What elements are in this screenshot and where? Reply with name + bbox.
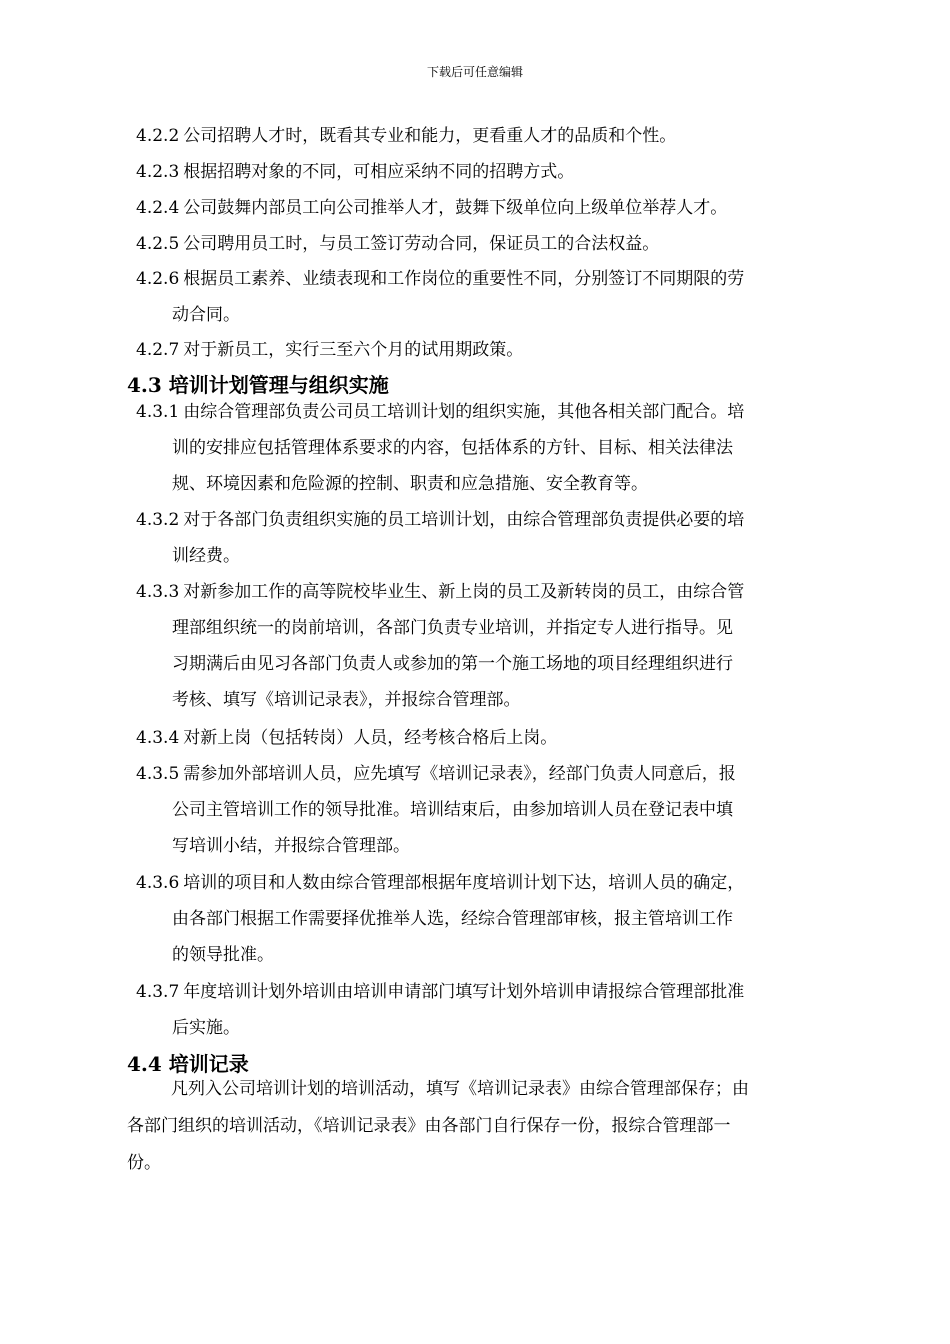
clause-text: 公司鼓舞内部员工向公司推举人才，鼓舞下级单位向上级单位举荐人才。 bbox=[183, 198, 728, 218]
clause-text-continued: 写培训小结，并报综合管理部。 bbox=[172, 836, 410, 856]
section-number: 4.3 bbox=[127, 373, 162, 397]
clause-text: 培训的项目和人数由综合管理部根据年度培训计划下达，培训人员的确定， bbox=[183, 873, 745, 893]
clause-4-3-6 bbox=[136, 865, 826, 973]
clause-text: 对新上岗（包括转岗）人员，经考核合格后上岗。 bbox=[183, 728, 558, 748]
clause-text-continued: 理部组织统一的岗前培训，各部门负责专业培训，并指定专人进行指导。见 bbox=[172, 618, 733, 638]
clause-text: 根据员工素养、业绩表现和工作岗位的重要性不同，分别签订不同期限的劳 bbox=[183, 269, 745, 289]
paragraph-line: 份。 bbox=[127, 1153, 161, 1173]
clause-text: 公司聘用员工时，与员工签订劳动合同，保证员工的合法权益。 bbox=[183, 234, 660, 254]
clause-text-continued: 训经费。 bbox=[172, 546, 240, 566]
clause-number: 4.2.6 bbox=[136, 269, 180, 289]
clause-text: 年度培训计划外培训由培训申请部门填写计划外培训申请报综合管理部批准 bbox=[183, 982, 745, 1002]
clause-text-continued: 的领导批准。 bbox=[172, 945, 274, 965]
clause-4-2-5 bbox=[136, 226, 826, 262]
clause-text: 公司招聘人才时，既看其专业和能力，更看重人才的品质和个性。 bbox=[183, 126, 677, 146]
clause-text: 需参加外部培训人员，应先填写《培训记录表》，经部门负责人同意后，报 bbox=[183, 764, 736, 784]
clause-text-continued: 由各部门根据工作需要择优推举人选，经综合管理部审核，报主管培训工作 bbox=[172, 909, 733, 929]
clause-4-2-4 bbox=[136, 190, 826, 226]
clause-number: 4.3.4 bbox=[136, 728, 180, 748]
paragraph-line: 各部门组织的培训活动，《培训记录表》由各部门自行保存一份，报综合管理部一 bbox=[127, 1116, 731, 1136]
clause-4-2-6 bbox=[136, 261, 826, 333]
section-title: 培训记录 bbox=[168, 1052, 249, 1076]
clause-number: 4.3.2 bbox=[136, 510, 180, 530]
clause-text-continued: 公司主管培训工作的领导批准。培训结束后，由参加培训人员在登记表中填 bbox=[172, 800, 733, 820]
clause-text-continued: 动合同。 bbox=[172, 305, 240, 325]
clause-4-3-4 bbox=[136, 720, 826, 756]
clause-4-3-7 bbox=[136, 974, 826, 1046]
clause-number: 4.3.6 bbox=[136, 873, 180, 893]
clause-text: 对于新员工，实行三至六个月的试用期政策。 bbox=[183, 340, 524, 360]
clause-4-2-3 bbox=[136, 154, 826, 190]
section-title: 培训计划管理与组织实施 bbox=[168, 373, 389, 397]
clause-text: 对新参加工作的高等院校毕业生、新上岗的员工及新转岗的员工，由综合管 bbox=[183, 582, 745, 602]
clause-4-3-5 bbox=[136, 756, 826, 864]
clause-text-continued: 训的安排应包括管理体系要求的内容，包括体系的方针、目标、相关法律法 bbox=[172, 438, 733, 458]
clause-number: 4.2.5 bbox=[136, 234, 180, 254]
page-header: 下载后可任意编辑 bbox=[426, 65, 523, 79]
clause-text: 由综合管理部负责公司员工培训计划的组织实施，其他各相关部门配合。培 bbox=[183, 402, 745, 422]
clause-4-2-7 bbox=[136, 332, 826, 368]
clause-number: 4.3.1 bbox=[136, 402, 180, 422]
paragraph-line: 凡列入公司培训计划的培训活动，填写《培训记录表》由综合管理部保存；由 bbox=[171, 1079, 749, 1099]
clause-4-3-3 bbox=[136, 574, 826, 718]
clause-text-continued: 规、环境因素和危险源的控制、职责和应急措施、安全教育等。 bbox=[172, 474, 648, 494]
clause-text-continued: 考核、填写《培训记录表》，并报综合管理部。 bbox=[172, 690, 521, 710]
clause-number: 4.2.3 bbox=[136, 162, 180, 182]
clause-4-2-2 bbox=[136, 118, 826, 154]
clause-text: 对于各部门负责组织实施的员工培训计划，由综合管理部负责提供必要的培 bbox=[183, 510, 745, 530]
section-number: 4.4 bbox=[127, 1052, 162, 1076]
clause-number: 4.3.5 bbox=[136, 764, 180, 784]
clause-4-3-2 bbox=[136, 502, 826, 574]
clause-number: 4.3.7 bbox=[136, 982, 180, 1002]
clause-number: 4.3.3 bbox=[136, 582, 180, 602]
paragraph-4-4 bbox=[127, 1071, 827, 1182]
clause-text-continued: 习期满后由见习各部门负责人或参加的第一个施工场地的项目经理组织进行 bbox=[172, 654, 733, 674]
clause-number: 4.2.2 bbox=[136, 126, 180, 146]
clause-4-3-1 bbox=[136, 394, 826, 502]
clause-text: 根据招聘对象的不同，可相应采纳不同的招聘方式。 bbox=[183, 162, 575, 182]
clause-text-continued: 后实施。 bbox=[172, 1018, 240, 1038]
clause-number: 4.2.7 bbox=[136, 340, 180, 360]
clause-number: 4.2.4 bbox=[136, 198, 180, 218]
